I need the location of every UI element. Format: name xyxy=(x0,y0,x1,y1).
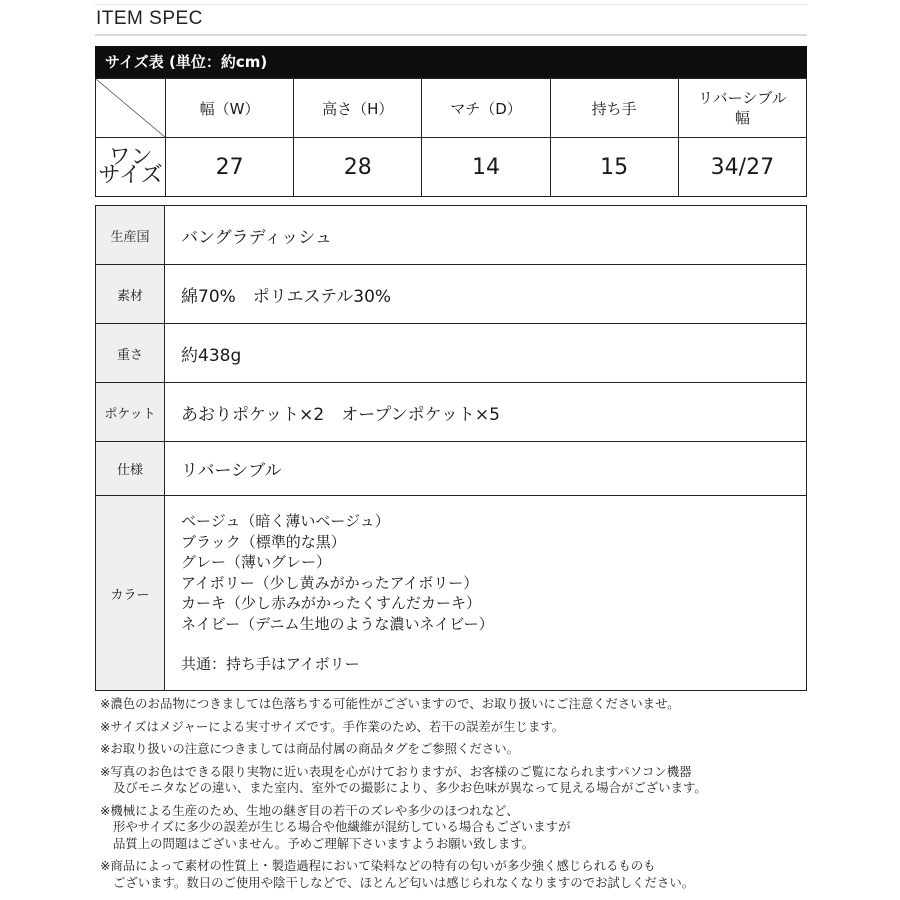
note-line: 品質上の問題はございません。予めご理解下さいますようお願い致します。 xyxy=(113,835,535,851)
feature-value: リバーシブル xyxy=(165,442,807,496)
title-divider xyxy=(95,34,807,36)
column-reversible-width-line2: 幅 xyxy=(734,109,750,127)
color-item: ブラック（標準的な黒） xyxy=(181,532,346,551)
note-line: ※濃色のお品物につきましては色落ちする可能性がございますので、お取り扱いにご注意くださいませ。 xyxy=(100,696,680,711)
spec-row-pocket xyxy=(96,383,807,442)
note-line: ※機械による生産のため、生地の継ぎ目の若干のズレや多少のほつれなど、 xyxy=(100,802,519,818)
column-reversible-width-line1: リバーシブル xyxy=(698,89,787,107)
note-line: 形やサイズに多少の誤差が生じる場合や他繊維が混紡している場合もございますが xyxy=(113,819,571,834)
column-width: 幅（W） xyxy=(166,79,294,138)
note-line: ※お取り扱いの注意につきましては商品付属の商品タグをご参照ください。 xyxy=(100,741,520,756)
material-label: 素材 xyxy=(96,265,165,324)
note-line: ※商品によって素材の性質上・製造過程において染料などの特有の匂いが多少強く感じられるものも xyxy=(100,858,656,873)
note-line: ございます。数日のご使用や陰干しなどで、ほとんど匂いは感じられなくなりますのでお試しください。 xyxy=(113,874,695,890)
value-width: 27 xyxy=(166,138,294,197)
column-height: 高さ（H） xyxy=(294,79,422,138)
color-item: カーキ（少し赤みがかったくすんだカーキ） xyxy=(181,594,482,613)
size-table-header-row xyxy=(96,79,807,138)
note-item xyxy=(100,741,800,758)
spec-table xyxy=(95,205,807,691)
size-table-value-row xyxy=(96,138,807,197)
note-item xyxy=(100,858,800,891)
column-reversible-width xyxy=(678,79,806,138)
size-table xyxy=(95,78,807,197)
row-label-line1: ワン xyxy=(108,145,153,170)
column-depth: マチ（D） xyxy=(422,79,550,138)
note-line: ※写真のお色はできる限り実物に近い表現を心がけておりますが、お客様のご覧になられますパソコン機器 xyxy=(100,763,692,779)
value-depth: 14 xyxy=(422,138,550,197)
pocket-label: ポケット xyxy=(96,383,165,442)
notes xyxy=(100,696,800,897)
note-item xyxy=(100,696,800,713)
pocket-value: あおりポケット×2 オープンポケット×5 xyxy=(165,383,807,442)
value-handle: 15 xyxy=(550,138,678,197)
value-reversible-width: 34/27 xyxy=(678,138,806,197)
column-handle: 持ち手 xyxy=(550,79,678,138)
title-top-rule xyxy=(95,4,807,5)
weight-value: 約438g xyxy=(165,324,807,383)
feature-label: 仕様 xyxy=(96,442,165,496)
spec-row-material xyxy=(96,265,807,324)
origin-value: バングラディッシュ xyxy=(165,206,807,265)
weight-label: 重さ xyxy=(96,324,165,383)
value-height: 28 xyxy=(294,138,422,197)
spec-row-weight xyxy=(96,324,807,383)
material-value: 綿70% ポリエステル30% xyxy=(165,265,807,324)
note-item xyxy=(100,803,800,853)
color-item: ネイビー（デニム生地のような濃いネイビー） xyxy=(181,614,494,633)
page-title: ITEM SPEC xyxy=(96,8,203,29)
color-item: ベージュ（暗く薄いベージュ） xyxy=(181,512,390,531)
row-label-one-size xyxy=(96,138,166,197)
color-item: グレー（薄いグレー） xyxy=(181,553,332,572)
size-table-header: サイズ表 (単位：約cm) xyxy=(95,46,807,78)
spec-row-color xyxy=(96,496,807,691)
note-item xyxy=(100,764,800,797)
row-label-line2: サイズ xyxy=(98,163,163,188)
size-table-corner-cell xyxy=(96,79,166,138)
color-spacer xyxy=(181,634,806,654)
color-item: アイボリー（少し黄みがかったアイボリー） xyxy=(181,573,479,592)
note-item xyxy=(100,719,800,736)
spec-row-origin xyxy=(96,206,807,265)
note-line: 及びモニタなどの違い、また室内、室外での撮影により、多少お色味が異なって見える場合がございます。 xyxy=(113,780,707,795)
color-list xyxy=(165,496,807,691)
note-line: ※サイズはメジャーによる実寸サイズです。手作業のため、若干の誤差が生じます。 xyxy=(100,718,565,734)
common-note: 共通：持ち手はアイボリー xyxy=(181,655,360,674)
color-label: カラー xyxy=(96,496,165,691)
origin-label: 生産国 xyxy=(96,206,165,265)
spec-row-feature xyxy=(96,442,807,496)
